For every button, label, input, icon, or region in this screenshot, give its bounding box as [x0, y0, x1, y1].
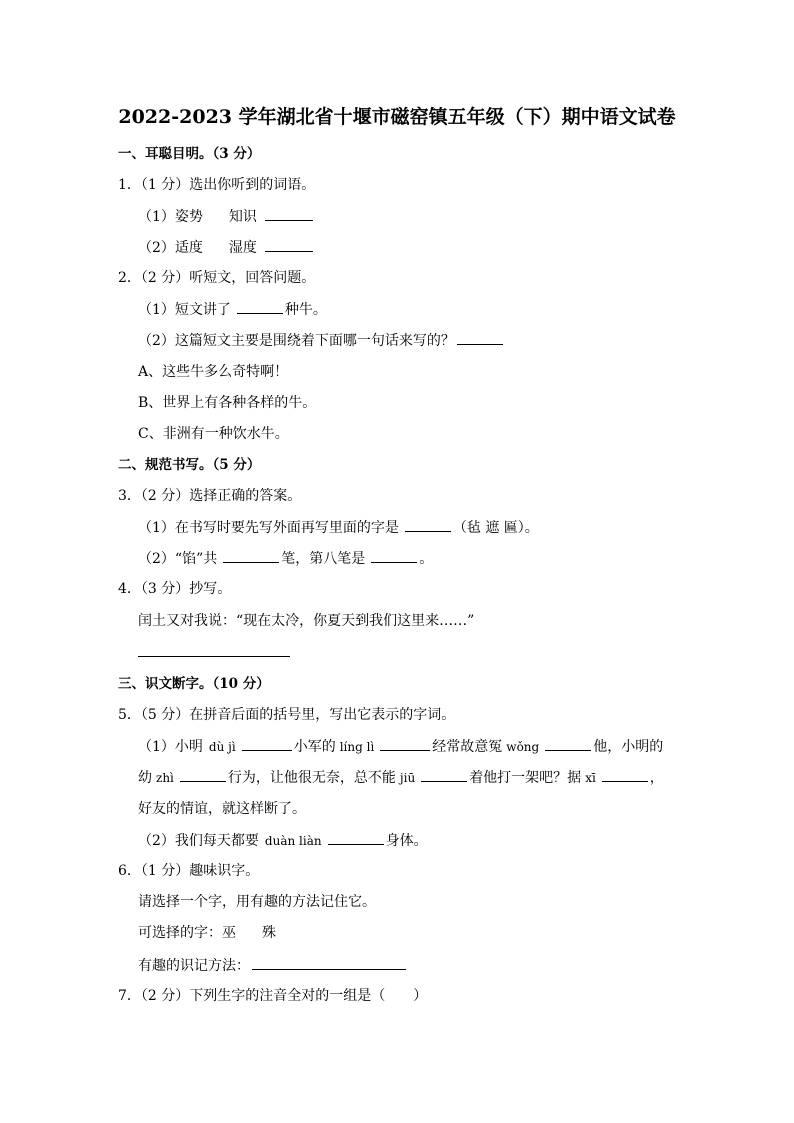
answer-blank[interactable]: [252, 955, 406, 970]
answer-blank[interactable]: [180, 767, 226, 782]
question-1-line-1: （1）姿势 知识: [138, 206, 315, 227]
question-4-text: 闰土又对我说：“现在太冷，你夏天到我们这里来……”: [138, 613, 475, 629]
question-3-stem: 3．（2 分）选择正确的答案。: [118, 488, 302, 504]
question-2-option-a: A、这些牛多么奇特啊！: [138, 364, 289, 380]
answer-blank[interactable]: [380, 736, 430, 751]
question-2-line-1: （1）短文讲了 种牛。: [138, 299, 327, 320]
section-heading-3: 三、识文断字。（10 分）: [118, 676, 270, 692]
question-6-line-2: 可选择的字：巫 殊: [138, 925, 276, 941]
answer-blank[interactable]: [421, 767, 467, 782]
answer-blank[interactable]: [545, 736, 591, 751]
answer-blank[interactable]: [265, 206, 313, 221]
question-5-stem: 5．（5 分）在拼音后面的括号里，写出它表示的字词。: [118, 707, 456, 723]
answer-blank[interactable]: [457, 330, 503, 345]
answer-blank[interactable]: [602, 767, 648, 782]
answer-blank[interactable]: [371, 548, 417, 563]
question-5-line-1: （1）小明 dù jì 小军的 líng lì 经常故意冤 wǒng 他，小明的: [138, 736, 663, 757]
answer-blank[interactable]: [138, 642, 290, 657]
question-2-stem: 2．（2 分）听短文，回答问题。: [118, 270, 316, 286]
answer-blank[interactable]: [242, 736, 292, 751]
answer-blank[interactable]: [237, 299, 283, 314]
section-heading-1: 一、耳聪目明。（3 分）: [118, 146, 261, 162]
question-5-line-4: （2）我们每天都要 duàn liàn 身体。: [138, 830, 428, 851]
section-heading-2: 二、规范书写。（5 分）: [118, 457, 261, 473]
question-4-stem: 4．（3 分）抄写。: [118, 581, 232, 597]
question-4-answer-line: [138, 642, 290, 663]
question-1-line-2: （2）适度 湿度: [138, 237, 315, 258]
question-3-line-1: （1）在书写时要先写外面再写里面的字是 （毡 遮 匾）。: [138, 517, 539, 538]
question-5-line-3: 好友的情谊，就这样断了。: [138, 801, 306, 817]
question-2-line-2: （2）这篇短文主要是围绕着下面哪一句话来写的？: [138, 330, 505, 351]
question-6-line-3: 有趣的识记方法：: [138, 955, 408, 976]
question-2-option-c: C、非洲有一种饮水牛。: [138, 426, 289, 442]
answer-blank[interactable]: [328, 830, 384, 845]
question-5-line-2: 幼 zhì 行为，让他很无奈，总不能 jiū 着他打一架吧？据 xī ，: [138, 767, 664, 788]
question-7-stem: 7．（2 分）下列生字的注音全对的一组是（ ）: [118, 988, 428, 1004]
question-6-stem: 6．（1 分）趣味识字。: [118, 863, 260, 879]
question-3-line-2: （2）“馅”共 笔，第八笔是 。: [138, 548, 433, 569]
answer-blank[interactable]: [405, 517, 451, 532]
question-1-stem: 1．（1 分）选出你听到的词语。: [118, 177, 316, 193]
page-title: 2022-2023 学年湖北省十堰市磁窑镇五年级（下）期中语文试卷: [118, 106, 676, 128]
answer-blank[interactable]: [223, 548, 279, 563]
question-6-line-1: 请选择一个字，用有趣的方法记住它。: [138, 894, 376, 910]
question-2-option-b: B、世界上有各种各样的牛。: [138, 395, 317, 411]
answer-blank[interactable]: [265, 237, 313, 252]
